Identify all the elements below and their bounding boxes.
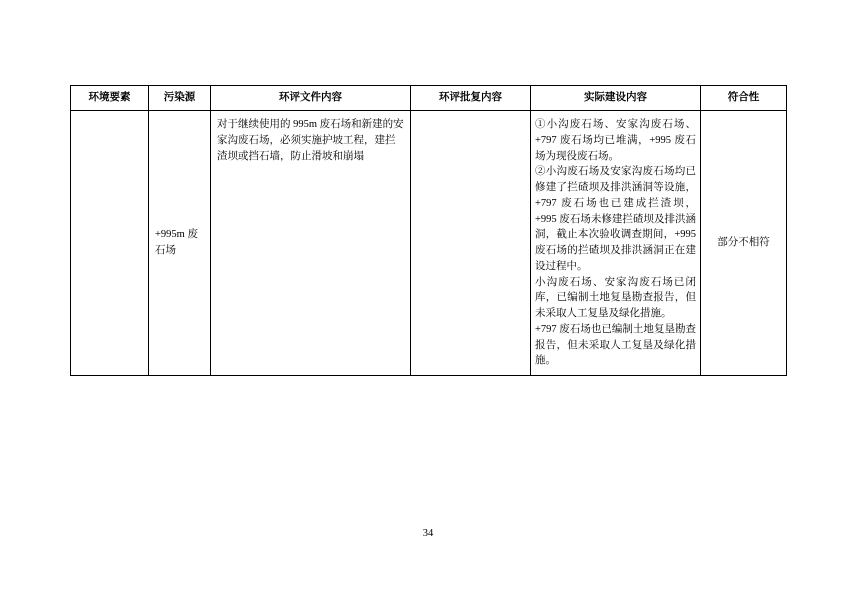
actual-construction-paragraph-2: ②小沟废石场及安家沟废石场均已修建了拦碴坝及排洪涵洞等设施，+797 废石场也已建成拦渣坝，+995 废石场未修建拦碴坝及排洪涵洞，截止本次验收调查期间，+995 废石场的拦碴坝及排洪涵洞正在建设过程中。 [535,166,696,272]
cell-actual-construction-content [531,111,701,376]
header-ea-approval-content: 环评批复内容 [411,86,531,111]
cell-ea-approval-content [411,111,531,376]
ea-document-paragraph: 对于继续使用的 995m 废石场和新建的安家沟废石场，必须实施护坡工程，建拦渣坝或挡石墙，防止滑坡和崩塌 [217,119,404,162]
actual-construction-paragraph-4: +797 废石场也已编制土地复垦勘查报告，但未采取人工复垦及绿化措施。 [535,323,696,367]
cell-pollution-source: +995m 废石场 [149,111,211,376]
cell-compliance: 部分不相符 [701,111,787,376]
header-actual-construction-content: 实际建设内容 [531,86,701,111]
cell-ea-document-content [211,111,411,376]
cell-environment-element [71,111,149,376]
header-ea-document-content: 环评文件内容 [211,86,411,111]
table-header-row [71,86,787,111]
header-pollution-source: 污染源 [149,86,211,111]
header-environment-element: 环境要素 [71,86,149,111]
actual-construction-paragraph-1: ①小沟废石场、安家沟废石场、+797 废石场均已堆满，+995 废石场为现役废石场。 [535,119,696,162]
actual-construction-paragraph-3: 小沟废石场、安家沟废石场已闭库，已编制土地复垦勘查报告，但未采取人工复垦及绿化措施。 [535,276,696,319]
page-number: 34 [422,528,434,539]
header-compliance: 符合性 [701,86,787,111]
table-row [71,111,787,376]
compliance-table [70,85,787,376]
